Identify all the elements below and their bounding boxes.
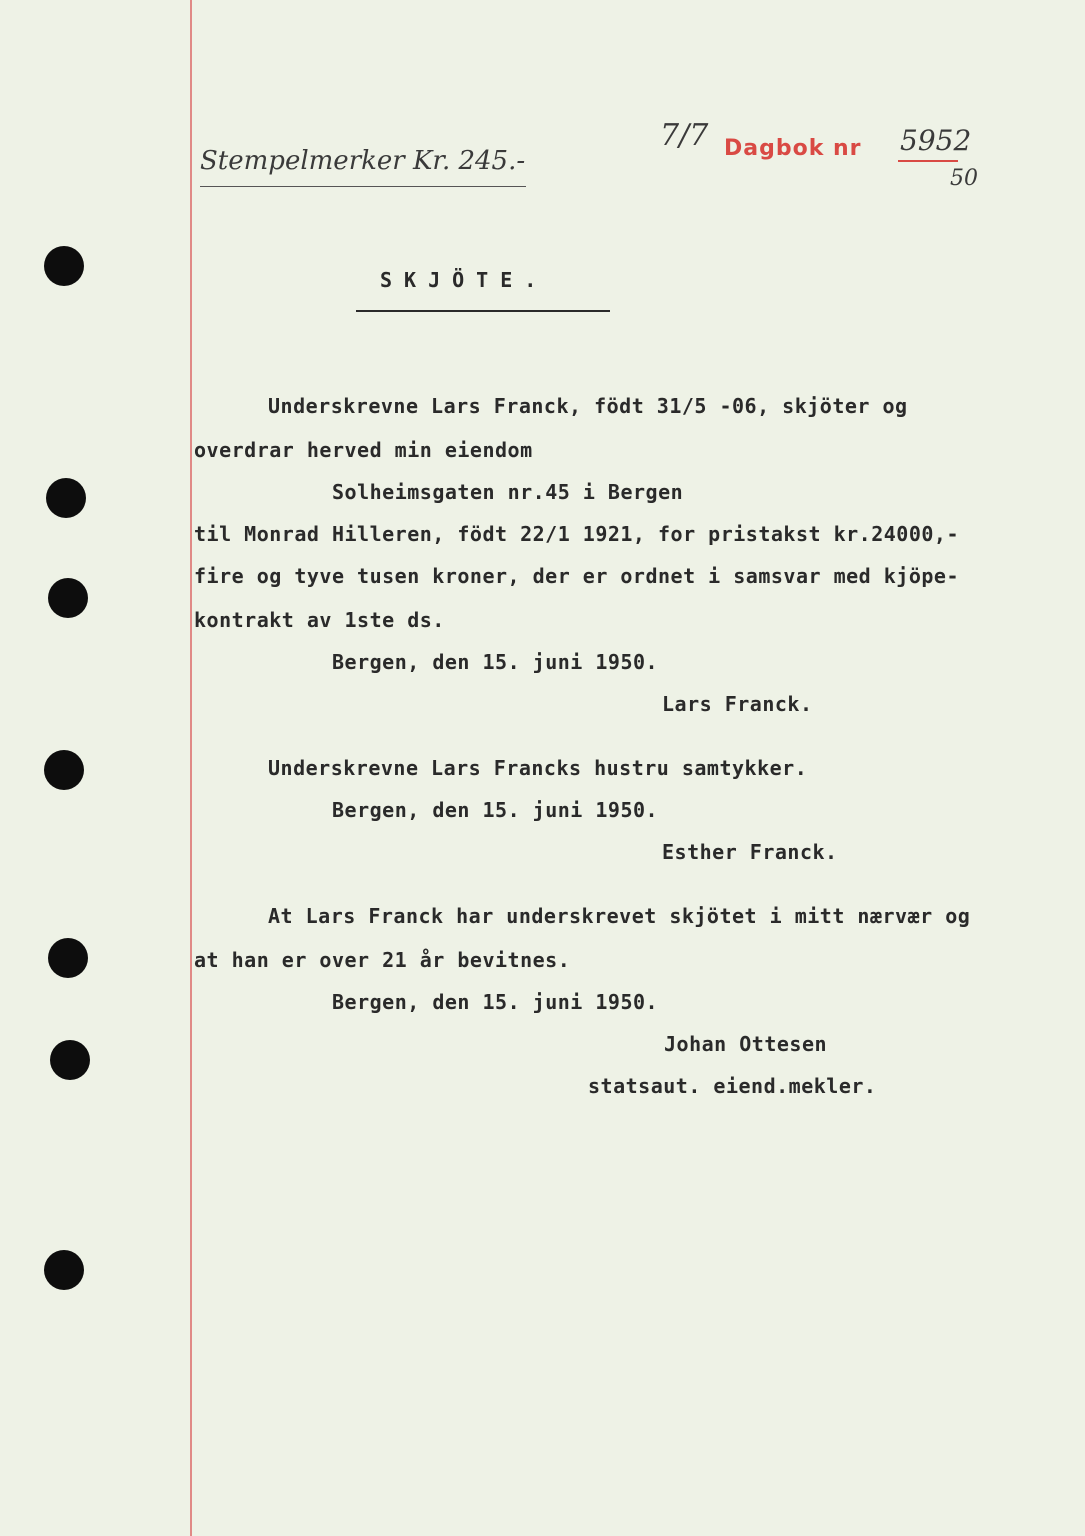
stamp-note-underline bbox=[200, 186, 526, 187]
signature-title: statsaut. eiend.mekler. bbox=[588, 1074, 877, 1098]
dagbok-underline bbox=[898, 160, 958, 162]
signature-line: Esther Franck. bbox=[662, 840, 838, 864]
dagbok-number: 5952 bbox=[900, 124, 972, 157]
body-line: kontrakt av 1ste ds. bbox=[194, 608, 445, 632]
body-line: Solheimsgaten nr.45 i Bergen bbox=[332, 480, 684, 504]
body-line: Bergen, den 15. juni 1950. bbox=[332, 798, 659, 822]
punch-hole bbox=[44, 750, 84, 790]
body-line: Underskrevne Lars Francks hustru samtykker. bbox=[268, 756, 808, 780]
title-underline bbox=[356, 310, 610, 312]
body-line: Bergen, den 15. juni 1950. bbox=[332, 650, 659, 674]
body-line: At Lars Franck har underskrevet skjötet i mitt nærvær og bbox=[268, 904, 971, 928]
body-line: Underskrevne Lars Franck, födt 31/5 -06, skjöter og bbox=[268, 394, 908, 418]
punch-hole bbox=[46, 478, 86, 518]
dagbok-label: Dagbok nr bbox=[724, 136, 862, 161]
body-line: fire og tyve tusen kroner, der er ordnet i samsvar med kjöpe- bbox=[194, 564, 960, 588]
margin-rule bbox=[190, 0, 192, 1536]
punch-hole bbox=[48, 578, 88, 618]
signature-line: Johan Ottesen bbox=[664, 1032, 828, 1056]
dagbok-date: 7/7 bbox=[660, 118, 709, 153]
punch-hole bbox=[44, 246, 84, 286]
body-line: overdrar herved min eiendom bbox=[194, 438, 533, 462]
body-line: til Monrad Hilleren, födt 22/1 1921, for pristakst kr.24000,- bbox=[194, 522, 960, 546]
body-line: at han er over 21 år bevitnes. bbox=[194, 948, 571, 972]
punch-hole bbox=[44, 1250, 84, 1290]
punch-hole bbox=[48, 938, 88, 978]
signature-line: Lars Franck. bbox=[662, 692, 813, 716]
dagbok-year: 50 bbox=[950, 166, 978, 191]
punch-hole bbox=[50, 1040, 90, 1080]
stamp-note: Stempelmerker Kr. 245.- bbox=[200, 146, 526, 176]
body-line: Bergen, den 15. juni 1950. bbox=[332, 990, 659, 1014]
document-title: SKJÖTE. bbox=[380, 268, 549, 292]
